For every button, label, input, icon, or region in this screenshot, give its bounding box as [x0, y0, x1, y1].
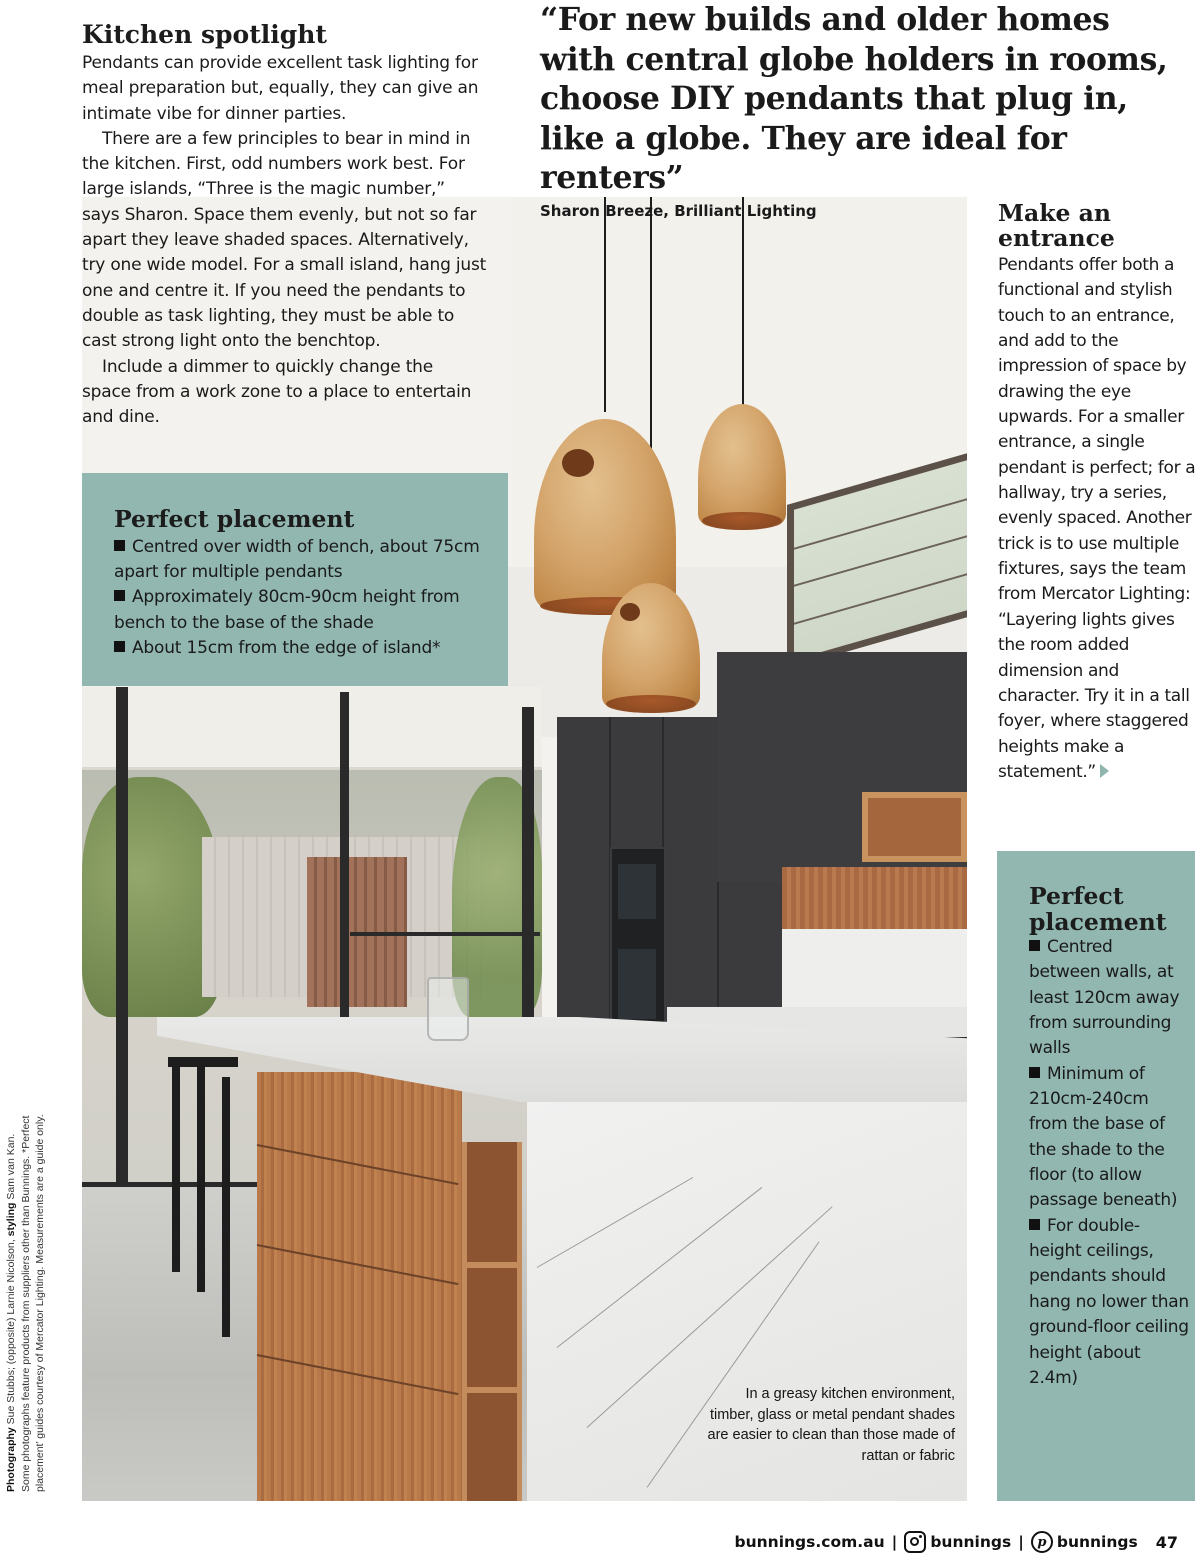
photo-door-frame [522, 707, 534, 1017]
pull-quote [540, 0, 1180, 220]
photo-tree [82, 777, 222, 1017]
pinterest-handle[interactable]: bunnings [1056, 1533, 1138, 1551]
photo-caption: In a greasy kitchen environment, timber, glass or metal pendant shades are easier to clean than those made of rattan or fabric [707, 1386, 955, 1464]
photo-credits: Photography Sue Stubbs; (opposite) Larnie Nicolson, styling Sam van Kan. Some photographs feature products from suppliers other than Bunnings. *Perfect placement’ guides courtesy of Mercator Lighting. Measurements are a guide only. [4, 1072, 48, 1492]
photo-door-frame [116, 687, 128, 1197]
square-bullet-icon [1029, 1067, 1040, 1078]
photo-stool [222, 1077, 230, 1337]
bullet-item: Centred between walls, at least 120cm away from surrounding walls [1029, 937, 1180, 1059]
triangle-right-icon [1100, 764, 1109, 778]
section-heading: Make an entrance [998, 199, 1115, 252]
separator: | [1018, 1533, 1024, 1551]
paragraph: Pendants can provide excellent task lighting for meal preparation but, equally, they can give an intimate vibe for dinner parties. [82, 53, 479, 124]
square-bullet-icon [114, 540, 125, 551]
bullet-item: Approximately 80cm-90cm height from bench to the base of the shade [114, 587, 460, 633]
kitchen-spotlight-section [82, 18, 487, 430]
photo-oven [610, 847, 666, 1036]
bullet-item: About 15cm from the edge of island* [114, 636, 494, 661]
page-footer [735, 1531, 1179, 1553]
section-heading: Kitchen spotlight [82, 20, 327, 49]
square-bullet-icon [1029, 1219, 1040, 1230]
separator: | [891, 1533, 898, 1551]
box-heading: Perfect placement [114, 505, 355, 533]
instagram-handle[interactable]: bunnings [930, 1533, 1012, 1551]
quote-attribution: Sharon Breeze, Brilliant Lighting [540, 201, 817, 220]
photo-door-frame [340, 692, 349, 1022]
quote-text: “For new builds and older homes with central globe holders in rooms, choose DIY pendants that plug in, like a globe. They are ideal for renters” [540, 1, 1168, 196]
credits-note: Some photographs feature products from suppliers other than Bunnings. *Perfect placement’ guides courtesy of Mercator Lighting. Measurements are a guide only. [19, 1114, 46, 1492]
photo-island-shelves [462, 1142, 522, 1501]
perfect-placement-box-kitchen [82, 473, 508, 686]
paragraph: Include a dimmer to quickly change the space from a work zone to a place to entertain and dine. [82, 356, 472, 428]
box-heading: Perfect placement [1029, 882, 1167, 936]
bullet-item: For double-height ceilings, pendants should hang no lower than ground-floor ceiling height (about 2.4m) [1029, 1215, 1189, 1388]
photo-timber-splashback [782, 867, 967, 929]
bullet-item: Centred over width of bench, about 75cm apart for multiple pendants [114, 537, 480, 583]
photo-stool [197, 1067, 205, 1292]
paragraph: There are a few principles to bear in mind in the kitchen. First, odd numbers work best. For large islands, “Three is the magic number,” says Sharon. Space them evenly, but not so far apart they leave shaded spaces. Alternatively, try one wide model. For a small island, hang just one and centre it. If you need the pendants to double as task lighting, they must be able to cast strong light onto the benchtop. [82, 128, 487, 352]
pendant-cord [742, 197, 744, 407]
make-an-entrance-section [998, 201, 1198, 785]
photo-glass-jug [427, 977, 469, 1041]
photo-open-shelf [862, 792, 967, 862]
square-bullet-icon [114, 590, 125, 601]
photo-stool-seat [168, 1057, 238, 1067]
photo-door-frame [350, 932, 540, 936]
photo-stool [172, 1057, 180, 1272]
pinterest-icon: p [1031, 1531, 1053, 1553]
website-link[interactable]: bunnings.com.au [734, 1533, 885, 1551]
square-bullet-icon [1029, 940, 1040, 951]
page-number: 47 [1155, 1532, 1178, 1552]
photo-island-timber [257, 1072, 462, 1501]
paragraph: Pendants offer both a functional and stylish touch to an entrance, and add to the impression of space by drawing the eye upwards. For a smaller entrance, a single pendant is perfect; for a hallway, try a series, evenly spaced. Another trick is to use multiple fixtures, says the team from Mercator Lighting: “Layering lights gives the room added dimension and character. Try it in a tall foyer, where staggered heights make a statement.” [998, 255, 1196, 782]
square-bullet-icon [114, 641, 125, 652]
instagram-icon [904, 1531, 926, 1553]
perfect-placement-box-entrance [997, 851, 1195, 1501]
bullet-item: Minimum of 210cm-240cm from the base of the shade to the floor (to allow passage beneath) [1029, 1063, 1178, 1211]
photo-pergola [82, 687, 542, 770]
pendant-cord [604, 197, 606, 412]
photo-marble-splashback [782, 929, 967, 1019]
